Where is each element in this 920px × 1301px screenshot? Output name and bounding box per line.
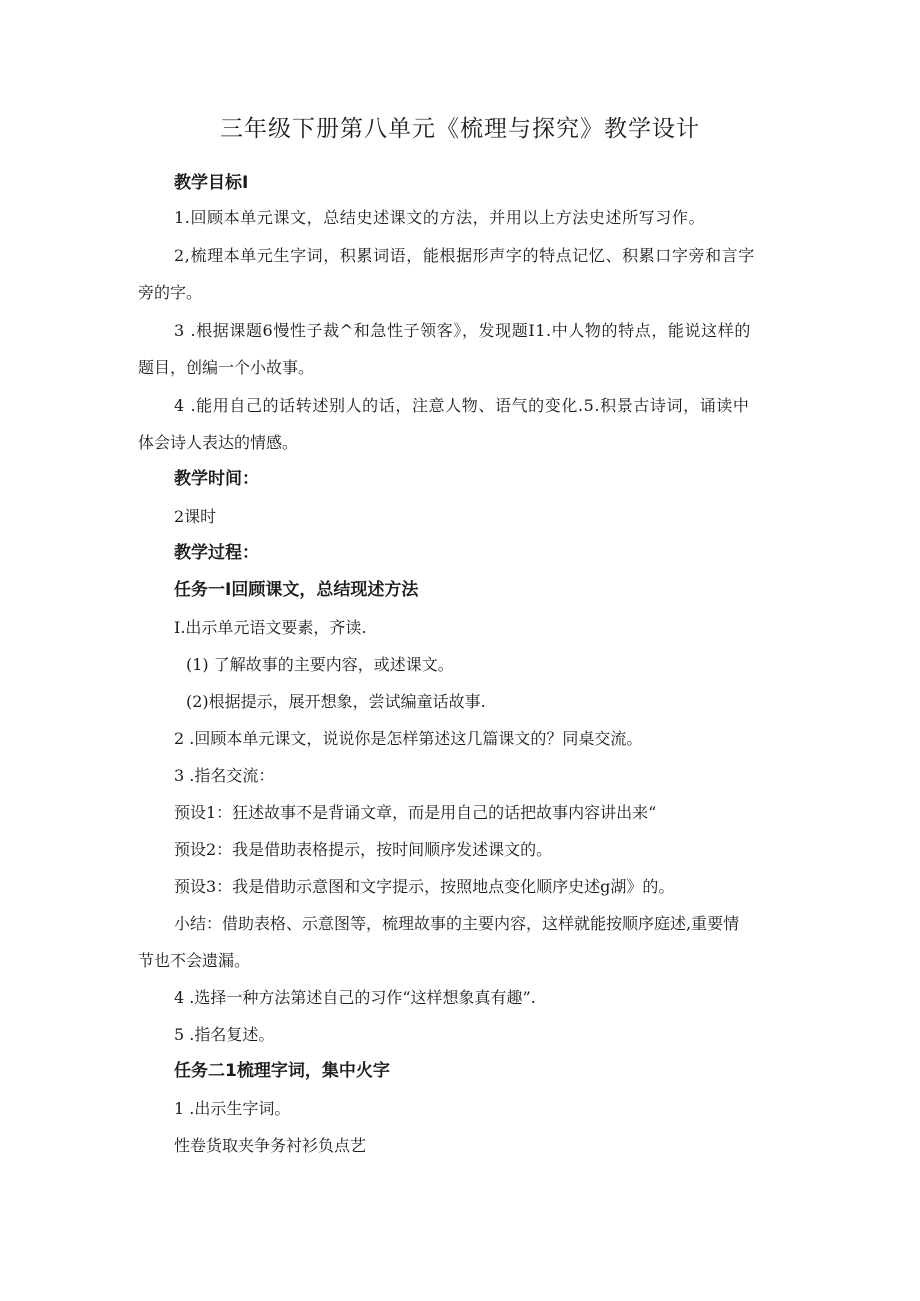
task1-heading: 任务一I回顾课文，总结现述方法 xyxy=(174,580,419,600)
process-heading: 教学过程： xyxy=(174,543,259,563)
objective-line-4-cont: 体会诗人表达的情感。 xyxy=(138,433,299,452)
objective-line-4: 4 .能用自己的话转述别人的话，注意人物、语气的变化.5.积景古诗词，诵读中 xyxy=(174,396,750,415)
task2-line: 1 .出示生字词。 xyxy=(174,1099,291,1118)
objective-line-3: 3 .根据课题6慢性子裁^和急性子领客》，发现题I1.中人物的特点，能说这样的 xyxy=(174,321,751,340)
objectives-heading: 教学目标I xyxy=(174,173,249,193)
task1-line: 5 .指名复述。 xyxy=(174,1025,275,1044)
new-characters-line: 性卷货取夹争务衬衫负点艺 xyxy=(174,1136,367,1155)
summary-line: 小结：借助表格、示意图等，梳理故事的主要内容，这样就能按顺序庭述,重要情 xyxy=(174,914,740,933)
task1-line: I.出示单元语文要素，齐读. xyxy=(174,618,367,637)
task1-line: 4 .选择一种方法第述自己的习作“这样想象真有趣”. xyxy=(174,988,536,1007)
task1-line: 3 .指名交流： xyxy=(174,766,275,785)
time-value: 2课时 xyxy=(174,507,217,526)
preset-line-1: 预设1：狂述故事不是背诵文章，而是用自己的话把故事内容讲出来“ xyxy=(174,803,657,822)
task2-heading: 任务二1梳理字词，集中火字 xyxy=(174,1061,390,1081)
task1-line: 2 .回顾本单元课文，说说你是怎样第述这几篇课文的？同桌交流。 xyxy=(174,729,643,748)
objective-line-1: 1.回顾本单元课文，总结史述课文的方法，并用以上方法史述所写习作。 xyxy=(174,208,706,227)
summary-line-cont: 节也不会遗漏。 xyxy=(138,951,251,970)
time-heading: 教学时间： xyxy=(174,469,259,489)
task1-line: (2)根据提示，展开想象，尝试编童话故事. xyxy=(186,692,486,711)
preset-line-2: 预设2：我是借助表格提示，按时间顺序发述课文的。 xyxy=(174,840,553,859)
preset-line-3: 预设3：我是借助示意图和文字提示，按照地点变化顺序史述g湖》的。 xyxy=(174,877,675,896)
task1-line: (1) 了解故事的主要内容，或述课文。 xyxy=(186,655,454,674)
document-title: 三年级下册第八单元《梳理与探究》教学设计 xyxy=(220,116,700,142)
objective-line-2: 2,梳理本单元生字词，积累词语，能根据形声字的特点记忆、积累口字旁和言字 xyxy=(174,246,755,265)
objective-line-2-cont: 旁的字。 xyxy=(138,283,203,302)
objective-line-3-cont: 题目，创编一个小故事。 xyxy=(138,358,315,377)
